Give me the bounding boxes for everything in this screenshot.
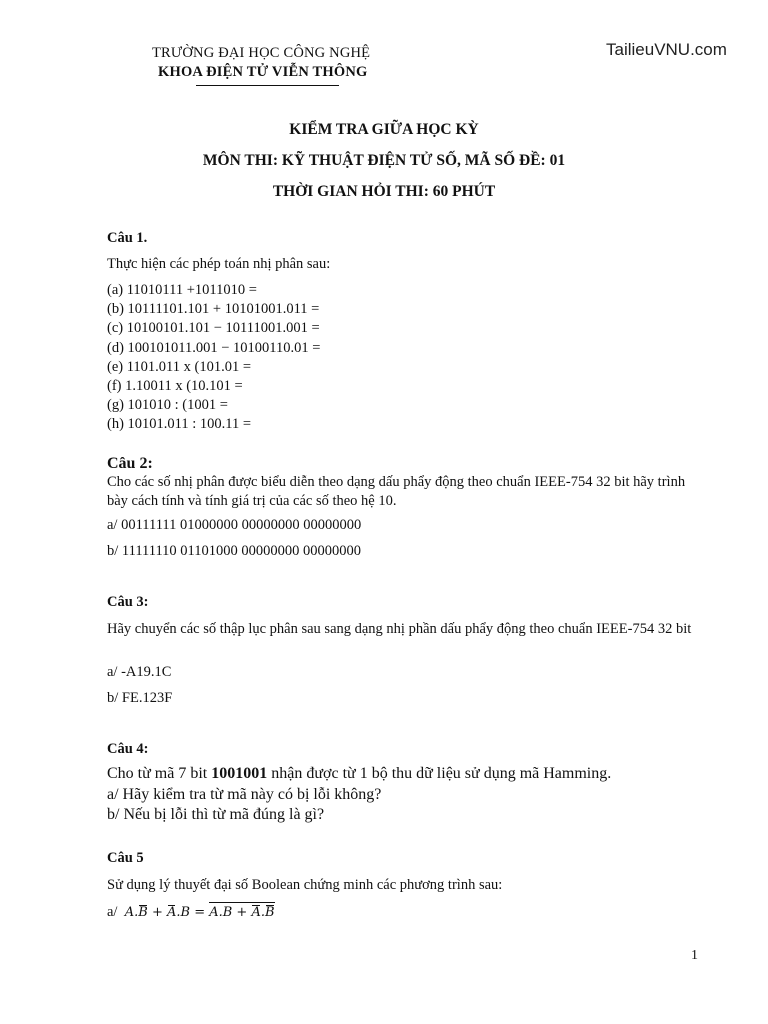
formula-negated-var: B <box>264 905 275 920</box>
question-3-part-a: a/ -A19.1C <box>107 664 172 680</box>
question-4-text-pre: Cho từ mã 7 bit <box>107 765 212 782</box>
formula-term: . <box>260 905 265 920</box>
watermark: TailieuVNU.com <box>606 40 727 59</box>
formula-operator: + <box>147 905 167 920</box>
question-1-list <box>107 281 320 435</box>
formula-expression <box>125 905 275 920</box>
formula-term: A.B + <box>209 905 252 920</box>
list-item: (c) 10100101.101 − 10111001.001 = <box>107 320 320 337</box>
header-underline <box>196 85 339 86</box>
question-5-intro: Sử dụng lý thuyết đại số Boolean chứng minh các phương trình sau: <box>107 877 503 893</box>
list-item: (e) 1101.011 x (101.01 = <box>107 358 252 375</box>
question-5-label: Câu 5 <box>107 850 144 866</box>
question-4-text-post: nhận được từ 1 bộ thu dữ liệu sử dụng mã Hamming. <box>267 765 612 782</box>
formula-negated-var: A <box>251 905 261 920</box>
exam-title: KIỂM TRA GIỮA HỌC KỲ <box>289 121 479 138</box>
formula-negated-var: B <box>138 905 148 920</box>
exam-subject: MÔN THI: KỸ THUẬT ĐIỆN TỬ SỐ, MÃ SỐ ĐỀ: 01 <box>202 152 566 169</box>
question-3-intro: Hãy chuyển các số thập lục phân sau sang dạng nhị phần dấu phẩy động theo chuẩn IEEE-754 32 bit <box>107 621 692 637</box>
boolean-formula <box>107 904 275 921</box>
question-4-part-b: b/ Nếu bị lỗi thì từ mã đúng là gì? <box>107 806 325 823</box>
question-4-label: Câu 4: <box>107 741 149 757</box>
page-number: 1 <box>691 948 698 963</box>
question-3-label: Câu 3: <box>107 594 149 610</box>
formula-term: A. <box>124 905 139 920</box>
question-4-statement <box>107 765 611 783</box>
exam-duration: THỜI GIAN HỎI THI: 60 PHÚT <box>272 183 496 200</box>
list-item: (f) 1.10011 x (10.101 = <box>107 378 243 395</box>
hamming-codeword: 1001001 <box>211 765 268 782</box>
list-item: (h) 10101.011 : 100.11 = <box>107 416 252 433</box>
faculty-name: KHOA ĐIỆN TỬ VIỄN THÔNG <box>158 64 368 80</box>
school-name: TRƯỜNG ĐẠI HỌC CÔNG NGHỆ <box>152 45 371 61</box>
formula-term: .B = <box>176 905 210 920</box>
formula-negated-var: A <box>166 905 177 920</box>
list-item: (b) 10111101.101 + 10101001.011 = <box>107 301 320 318</box>
question-4-part-a: a/ Hãy kiểm tra từ mã này có bị lỗi không? <box>107 786 382 803</box>
question-1-label: Câu 1. <box>107 230 148 246</box>
list-item: (g) 101010 : (1001 = <box>107 397 228 414</box>
formula-part-label: a/ <box>107 904 118 920</box>
list-item: (d) 100101011.001 − 10100110.01 = <box>107 339 321 356</box>
question-2-label: Câu 2: <box>107 455 153 472</box>
question-1-intro: Thực hiện các phép toán nhị phân sau: <box>107 256 331 272</box>
question-2-part-a: a/ 00111111 01000000 00000000 00000000 <box>107 517 362 533</box>
question-3-part-b: b/ FE.123F <box>107 690 173 706</box>
list-item: (a) 11010111 +1011010 = <box>107 282 257 298</box>
question-2-intro: Cho các số nhị phân được biểu diễn theo dạng dấu phẩy động theo chuẩn IEEE-754 32 bit hãy trình bày cách tính và tính giá trị của các số theo hệ 10. <box>107 474 686 509</box>
question-2-part-b: b/ 11111110 01101000 00000000 00000000 <box>107 543 362 559</box>
formula-negated-expression <box>209 905 274 920</box>
